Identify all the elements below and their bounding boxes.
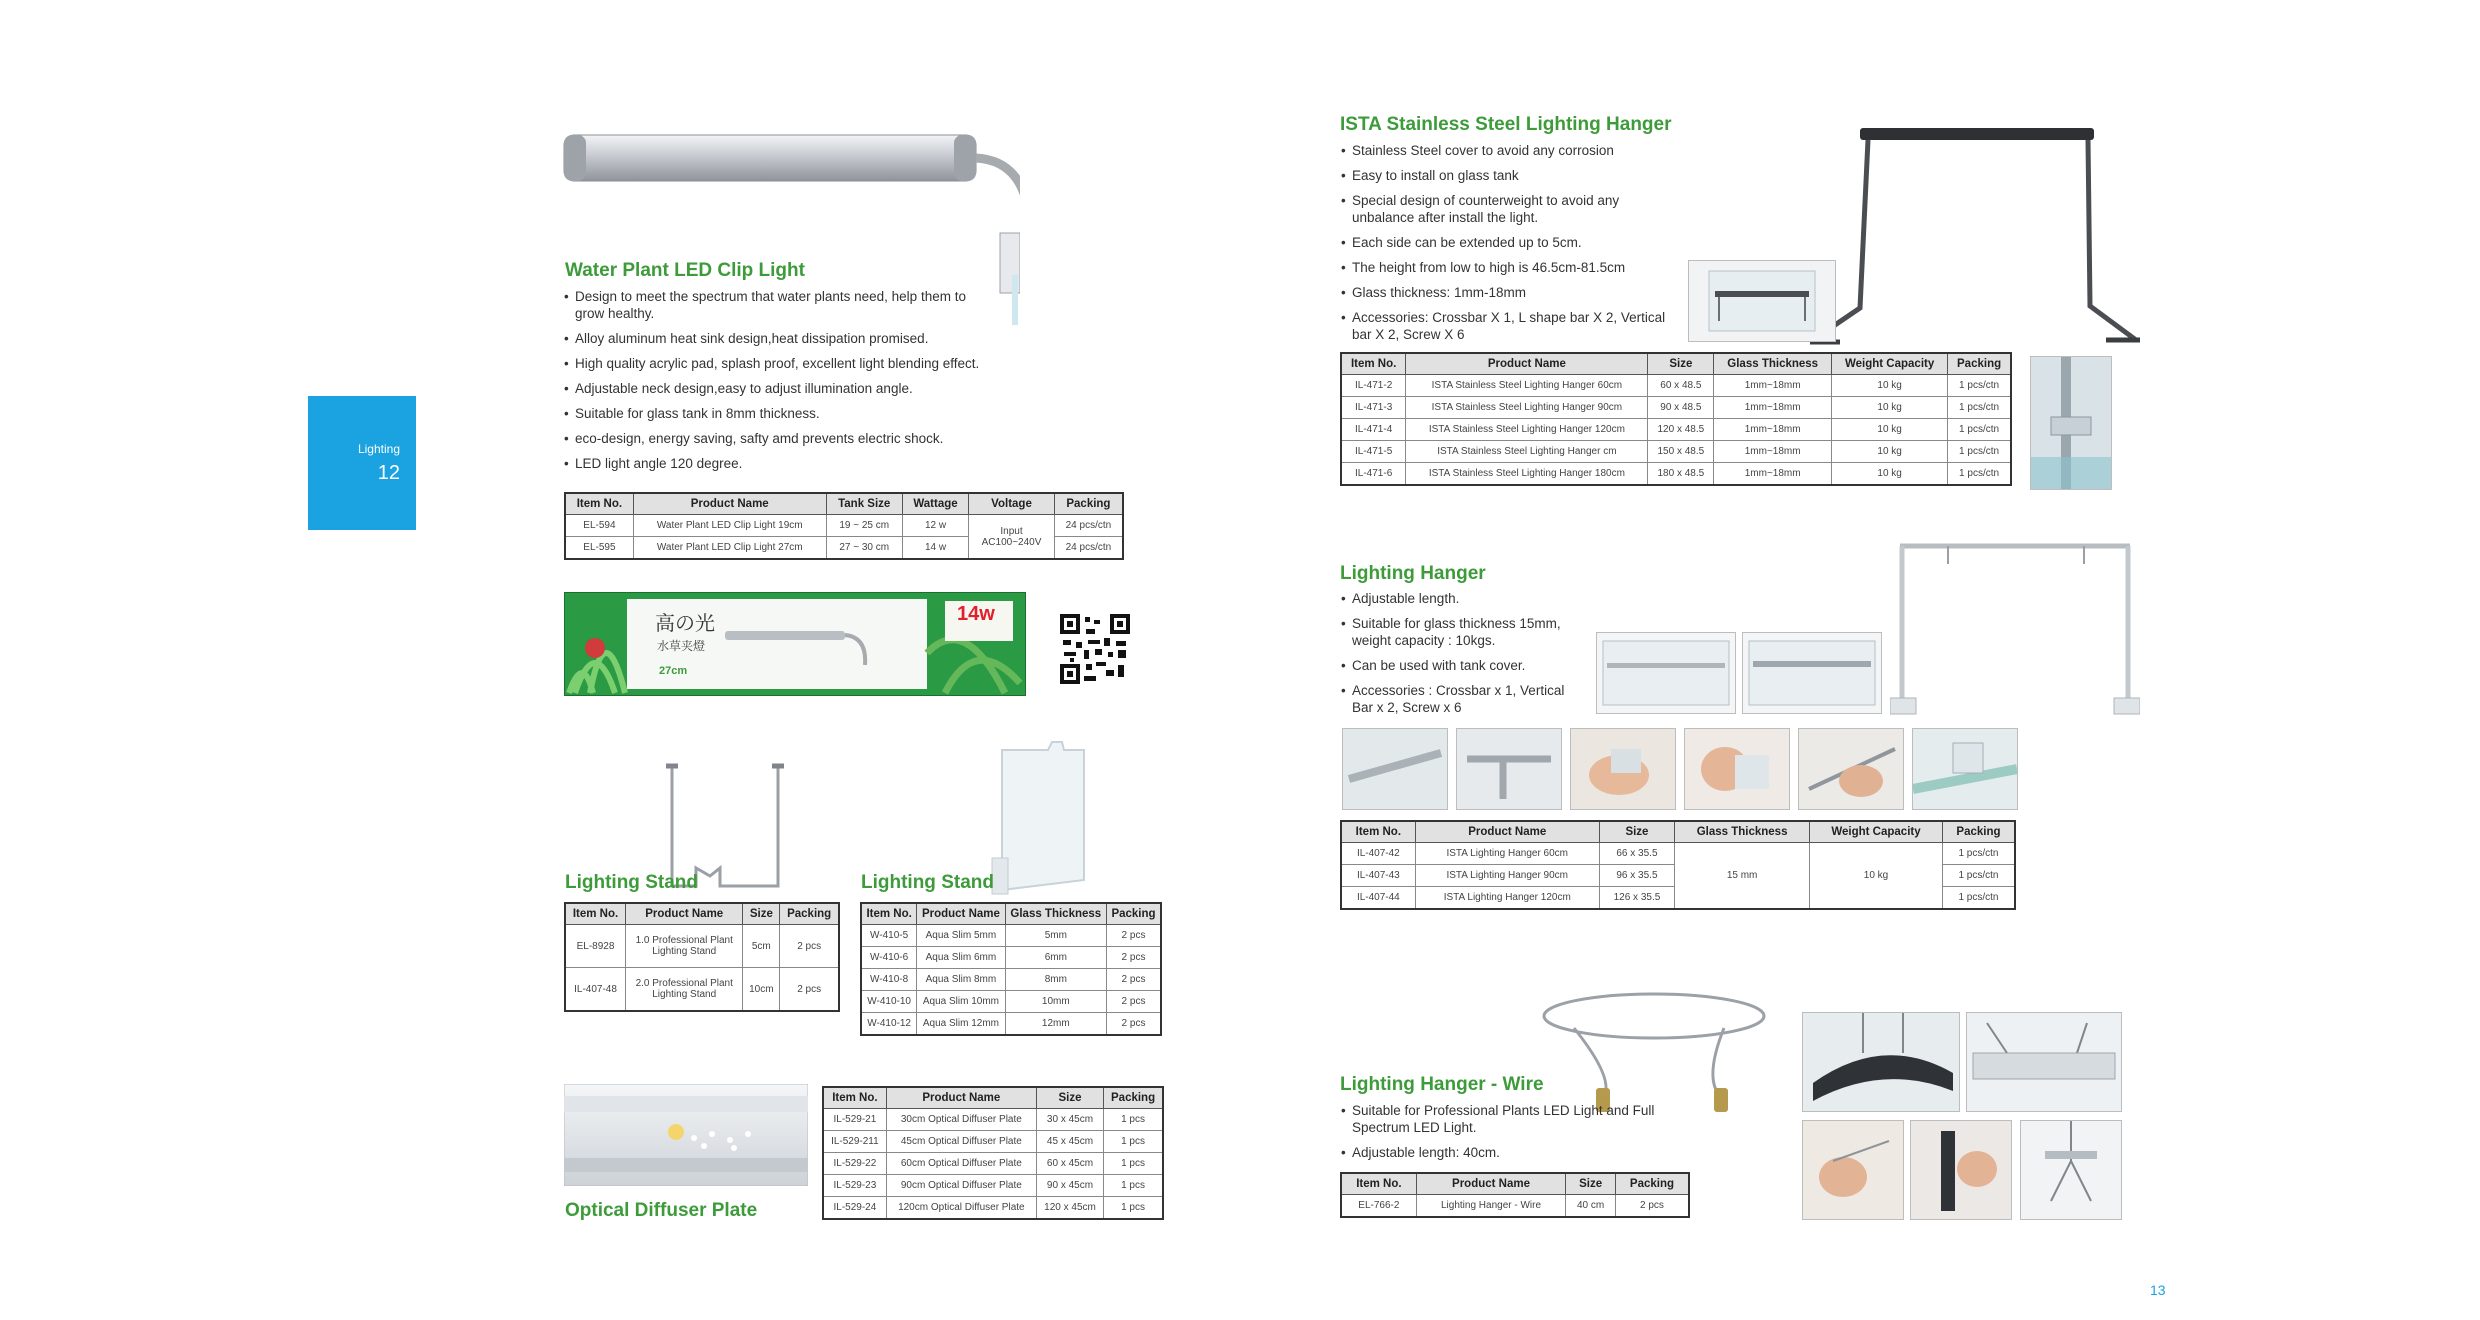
table-cell: ISTA Stainless Steel Lighting Hanger 90cm <box>1406 397 1648 419</box>
table-row <box>565 925 839 968</box>
table-cell: IL-407-48 <box>565 968 626 1012</box>
feature-item: • LED light angle 120 degree. <box>563 455 983 472</box>
feature-item: • Each side can be extended up to 5cm. <box>1340 234 1680 251</box>
wire-photo <box>1802 1012 1960 1112</box>
table-cell: 1 pcs/ctn <box>1948 463 2011 486</box>
table-cell: Aqua Slim 8mm <box>917 969 1005 991</box>
table-cell: 5mm <box>1005 925 1106 947</box>
feature-item: • Can be used with tank cover. <box>1340 657 1580 674</box>
table-cell: 1 pcs/ctn <box>1948 375 2011 397</box>
table-header: Weight Capacity <box>1810 821 1943 843</box>
table-cell: 2 pcs <box>780 968 839 1012</box>
section-tab-page: 12 <box>377 462 400 484</box>
voltage-line: Input <box>1000 525 1023 537</box>
table-cell: W-410-10 <box>861 991 917 1013</box>
table-row <box>565 968 839 1012</box>
table-cell: ISTA Stainless Steel Lighting Hanger 120cm <box>1406 419 1648 441</box>
table-cell: W-410-5 <box>861 925 917 947</box>
table-cell: ISTA Stainless Steel Lighting Hanger cm <box>1406 441 1648 463</box>
box-title: 高の光 <box>655 613 715 635</box>
product-name-line: Lighting Stand <box>652 946 717 957</box>
feature-item: • Adjustable length: 40cm. <box>1340 1144 1700 1161</box>
table-header: Packing <box>780 903 839 925</box>
table-cell: 45 x 45cm <box>1036 1131 1103 1153</box>
feature-item: • Suitable for Professional Plants LED Light and Full Spectrum LED Light. <box>1340 1102 1700 1136</box>
table-cell: 24 pcs/ctn <box>1054 515 1123 537</box>
wire-artwork <box>1911 1121 2011 1219</box>
table-cell: IL-529-211 <box>823 1131 886 1153</box>
feature-item: • Adjustable neck design,easy to adjust illumination angle. <box>563 380 983 397</box>
table-cell: 1 pcs <box>1104 1109 1163 1131</box>
ss-hanger-clamp-image <box>2030 356 2112 490</box>
table-cell: IL-471-2 <box>1341 375 1406 397</box>
table-header: Glass Thickness <box>1675 821 1810 843</box>
lighting-hanger-features <box>1340 590 1580 724</box>
lighting-hanger-table <box>1340 820 2016 910</box>
table-cell: 1 pcs <box>1104 1131 1163 1153</box>
table-cell: 2 pcs <box>1107 969 1162 991</box>
ss-hanger-table <box>1340 352 2012 486</box>
table-cell: 2 pcs <box>1107 947 1162 969</box>
table-header: Packing <box>1615 1173 1689 1195</box>
diffuser-plate-title: Optical Diffuser Plate <box>565 1200 758 1221</box>
table-header: Product Name <box>917 903 1005 925</box>
table-cell: Water Plant LED Clip Light 27cm <box>633 537 826 560</box>
table-cell: IL-471-6 <box>1341 463 1406 486</box>
hanger-wire-features <box>1340 1102 1700 1169</box>
table-cell: 10 kg <box>1832 375 1948 397</box>
table-row <box>823 1131 1163 1153</box>
table-cell: 30cm Optical Diffuser Plate <box>886 1109 1036 1131</box>
table-cell: 66 x 35.5 <box>1599 843 1674 865</box>
diffuser-plate-table <box>822 1086 1164 1220</box>
table-row <box>861 969 1161 991</box>
table-cell: 1 pcs <box>1104 1175 1163 1197</box>
table-cell: W-410-8 <box>861 969 917 991</box>
table-row <box>823 1109 1163 1131</box>
ss-hanger-tank-image <box>1688 260 1836 342</box>
detail-artwork <box>1457 729 1561 809</box>
table-cell: IL-407-43 <box>1341 865 1415 887</box>
feature-item: • The height from low to high is 46.5cm-81.5cm <box>1340 259 1680 276</box>
table-cell: 2 pcs <box>1107 991 1162 1013</box>
clip-light-title: Water Plant LED Clip Light <box>565 260 805 281</box>
tank-artwork <box>1689 261 1835 341</box>
wire-artwork <box>1967 1013 2121 1111</box>
table-row <box>861 925 1161 947</box>
table-header: Product Name <box>886 1087 1036 1109</box>
table-cell: 96 x 35.5 <box>1599 865 1674 887</box>
table-header: Packing <box>1104 1087 1163 1109</box>
table-header: Item No. <box>565 493 633 515</box>
table-cell: EL-595 <box>565 537 633 560</box>
table-row <box>823 1153 1163 1175</box>
table-cell: 1 pcs/ctn <box>1942 843 2015 865</box>
table-row <box>1341 441 2011 463</box>
table-header-row <box>565 903 839 925</box>
ss-hanger-title: ISTA Stainless Steel Lighting Hanger <box>1340 114 1672 135</box>
table-header: Product Name <box>626 903 743 925</box>
table-row <box>861 991 1161 1013</box>
table-cell: ISTA Lighting Hanger 120cm <box>1415 887 1599 910</box>
table-cell: Aqua Slim 6mm <box>917 947 1005 969</box>
table-cell: 10cm <box>743 968 780 1012</box>
table-header: Item No. <box>823 1087 886 1109</box>
product-name-line: 1.0 Professional Plant <box>635 935 733 946</box>
table-header: Packing <box>1942 821 2015 843</box>
table-cell: Aqua Slim 5mm <box>917 925 1005 947</box>
table-row <box>1341 419 2011 441</box>
table-header-row <box>861 903 1161 925</box>
table-cell: EL-8928 <box>565 925 626 968</box>
box-artwork <box>565 593 1025 695</box>
voltage-line: AC100~240V <box>981 536 1042 548</box>
product-name-line: 2.0 Professional Plant <box>635 978 733 989</box>
table-cell: 90 x 48.5 <box>1648 397 1714 419</box>
table-cell <box>626 925 743 968</box>
table-header: Packing <box>1948 353 2011 375</box>
table-cell: 60cm Optical Diffuser Plate <box>886 1153 1036 1175</box>
section-tab <box>308 396 416 530</box>
table-cell: EL-766-2 <box>1341 1195 1416 1218</box>
table-row <box>823 1175 1163 1197</box>
table-cell: 60 x 48.5 <box>1648 375 1714 397</box>
ss-hanger-image <box>1800 118 2150 348</box>
table-header: Item No. <box>565 903 626 925</box>
table-cell: 1 pcs/ctn <box>1942 865 2015 887</box>
detail-artwork <box>1343 729 1447 809</box>
section-tab-label: Lighting <box>357 442 400 456</box>
table-row <box>565 515 1123 537</box>
table-header: Product Name <box>633 493 826 515</box>
box-subtitle: 水草夹燈 <box>657 639 706 653</box>
table-cell: 5cm <box>743 925 780 968</box>
table-cell: Aqua Slim 12mm <box>917 1013 1005 1036</box>
table-row <box>861 1013 1161 1036</box>
wire-artwork <box>2021 1121 2121 1219</box>
table-cell: 2 pcs <box>1107 925 1162 947</box>
table-header: Item No. <box>861 903 917 925</box>
lighting-stand-title: Lighting Stand <box>565 872 698 893</box>
hanger-wire-title: Lighting Hanger - Wire <box>1340 1074 1544 1095</box>
table-cell: 60 x 45cm <box>1036 1153 1103 1175</box>
table-row <box>1341 843 2015 865</box>
wire-photo <box>1802 1120 1904 1220</box>
table-header: Voltage <box>969 493 1055 515</box>
table-cell: 2 pcs <box>1615 1195 1689 1218</box>
table-cell: IL-529-21 <box>823 1109 886 1131</box>
table-cell: 1mm~18mm <box>1714 375 1832 397</box>
table-cell: 1 pcs/ctn <box>1948 441 2011 463</box>
table-header: Packing <box>1054 493 1123 515</box>
table-header: Product Name <box>1406 353 1648 375</box>
table-header: Tank Size <box>826 493 902 515</box>
table-header-row <box>565 493 1123 515</box>
page-number: 13 <box>2150 1282 2166 1298</box>
table-header-row <box>1341 1173 1689 1195</box>
lighting-hanger-title: Lighting Hanger <box>1340 563 1486 584</box>
hanger-detail-photo <box>1342 728 1448 810</box>
table-cell: 120cm Optical Diffuser Plate <box>886 1197 1036 1220</box>
table-cell: IL-471-5 <box>1341 441 1406 463</box>
hanger-detail-photo <box>1456 728 1562 810</box>
table-cell: 120 x 45cm <box>1036 1197 1103 1220</box>
table-cell: Water Plant LED Clip Light 19cm <box>633 515 826 537</box>
hanger-detail-photo <box>1684 728 1790 810</box>
table-cell: 8mm <box>1005 969 1106 991</box>
table-cell: W-410-6 <box>861 947 917 969</box>
table-cell: 1 pcs/ctn <box>1942 887 2015 910</box>
table-cell: 120 x 48.5 <box>1648 419 1714 441</box>
diffuser-plate-image <box>564 1084 808 1186</box>
wire-photo <box>2020 1120 2122 1220</box>
qr-code-icon <box>1060 614 1130 684</box>
tank-artwork <box>1597 633 1735 713</box>
tank-artwork <box>1743 633 1881 713</box>
table-header: Weight Capacity <box>1832 353 1948 375</box>
table-cell: 12 w <box>902 515 968 537</box>
table-cell: 19 ~ 25 cm <box>826 515 902 537</box>
table-cell: IL-529-22 <box>823 1153 886 1175</box>
table-cell: 10 kg <box>1832 441 1948 463</box>
feature-item: • Accessories : Crossbar x 1, Vertical Bar x 2, Screw x 6 <box>1340 682 1580 716</box>
table-cell: 45cm Optical Diffuser Plate <box>886 1131 1036 1153</box>
hanger-detail-photo <box>1798 728 1904 810</box>
feature-item: • Special design of counterweight to avoid any unbalance after install the light. <box>1340 192 1680 226</box>
table-cell: IL-471-4 <box>1341 419 1406 441</box>
table-cell: 30 x 45cm <box>1036 1109 1103 1131</box>
table-row <box>861 947 1161 969</box>
table-cell: 10 kg <box>1810 843 1943 910</box>
table-header: Packing <box>1107 903 1162 925</box>
feature-item: • Stainless Steel cover to avoid any corrosion <box>1340 142 1680 159</box>
table-header: Size <box>743 903 780 925</box>
acrylic-stand-table <box>860 902 1162 1036</box>
lighting-hanger-image <box>1890 542 2140 718</box>
product-box-image <box>564 592 1026 696</box>
feature-item: • eco-design, energy saving, safty amd prevents electric shock. <box>563 430 983 447</box>
acrylic-stand-title: Lighting Stand <box>861 872 994 893</box>
table-cell: 1 pcs <box>1104 1197 1163 1220</box>
feature-item: • Suitable for glass tank in 8mm thickness. <box>563 405 983 422</box>
table-header: Item No. <box>1341 353 1406 375</box>
feature-item: • Design to meet the spectrum that water plants need, help them to grow healthy. <box>563 288 983 322</box>
feature-item: • Accessories: Crossbar X 1, L shape bar X 2, Vertical bar X 2, Screw X 6 <box>1340 309 1680 343</box>
table-header: Product Name <box>1415 821 1599 843</box>
table-cell: ISTA Lighting Hanger 60cm <box>1415 843 1599 865</box>
table-cell: Aqua Slim 10mm <box>917 991 1005 1013</box>
wire-artwork <box>1803 1013 1959 1111</box>
feature-item: • Easy to install on glass tank <box>1340 167 1680 184</box>
table-cell: 150 x 48.5 <box>1648 441 1714 463</box>
table-cell: ISTA Stainless Steel Lighting Hanger 60cm <box>1406 375 1648 397</box>
table-cell: 2 pcs <box>1107 1013 1162 1036</box>
table-header: Size <box>1036 1087 1103 1109</box>
ss-hanger-features <box>1340 142 1680 351</box>
table-cell: IL-529-24 <box>823 1197 886 1220</box>
detail-artwork <box>1571 729 1675 809</box>
feature-item: • Alloy aluminum heat sink design,heat dissipation promised. <box>563 330 983 347</box>
box-watt: 14w <box>957 603 995 625</box>
table-cell: 1 pcs <box>1104 1153 1163 1175</box>
table-cell: 27 ~ 30 cm <box>826 537 902 560</box>
table-header-row <box>1341 353 2011 375</box>
wire-photo <box>1966 1012 2122 1112</box>
wire-photo <box>1910 1120 2012 1220</box>
clip-light-table <box>564 492 1124 560</box>
table-cell: 10 kg <box>1832 397 1948 419</box>
table-cell: 180 x 48.5 <box>1648 463 1714 486</box>
table-cell: EL-594 <box>565 515 633 537</box>
table-cell: 126 x 35.5 <box>1599 887 1674 910</box>
table-cell: ISTA Lighting Hanger 90cm <box>1415 865 1599 887</box>
table-cell: 15 mm <box>1675 843 1810 910</box>
table-header: Size <box>1599 821 1674 843</box>
table-cell: 10mm <box>1005 991 1106 1013</box>
table-row <box>823 1197 1163 1220</box>
table-row <box>1341 397 2011 419</box>
table-cell: 1 pcs/ctn <box>1948 397 2011 419</box>
table-cell: 40 cm <box>1566 1195 1616 1218</box>
table-header-row <box>823 1087 1163 1109</box>
feature-item: • Glass thickness: 1mm-18mm <box>1340 284 1680 301</box>
hanger-detail-photo <box>1912 728 2018 810</box>
table-header: Product Name <box>1416 1173 1566 1195</box>
product-name-line: Lighting Stand <box>652 989 717 1000</box>
table-cell: IL-529-23 <box>823 1175 886 1197</box>
lighting-stand-table <box>564 902 840 1012</box>
table-header: Glass Thickness <box>1005 903 1106 925</box>
hanger-tank-image-1 <box>1596 632 1736 714</box>
table-row <box>1341 1195 1689 1218</box>
table-header: Glass Thickness <box>1714 353 1832 375</box>
hanger-wire-image <box>1534 988 1774 1118</box>
hanger-detail-photo <box>1570 728 1676 810</box>
table-cell: 10 kg <box>1832 463 1948 486</box>
voltage-cell <box>969 515 1055 560</box>
box-size: 27cm <box>659 665 688 677</box>
table-cell: ISTA Stainless Steel Lighting Hanger 180cm <box>1406 463 1648 486</box>
table-row <box>1341 463 2011 486</box>
detail-artwork <box>1685 729 1789 809</box>
table-header: Wattage <box>902 493 968 515</box>
wire-artwork <box>1803 1121 1903 1219</box>
clip-light-features <box>563 288 983 480</box>
table-cell <box>626 968 743 1012</box>
table-cell: W-410-12 <box>861 1013 917 1036</box>
table-cell: 2 pcs <box>780 925 839 968</box>
hanger-wire-table <box>1340 1172 1690 1218</box>
table-cell: 24 pcs/ctn <box>1054 537 1123 560</box>
table-header: Size <box>1648 353 1714 375</box>
detail-artwork <box>1799 729 1903 809</box>
table-cell: Lighting Hanger - Wire <box>1416 1195 1566 1218</box>
table-header-row <box>1341 821 2015 843</box>
table-cell: 1mm~18mm <box>1714 419 1832 441</box>
feature-item: • Adjustable length. <box>1340 590 1580 607</box>
table-header: Size <box>1566 1173 1616 1195</box>
table-cell: 1mm~18mm <box>1714 397 1832 419</box>
table-cell: 1mm~18mm <box>1714 441 1832 463</box>
clamp-artwork <box>2031 357 2111 489</box>
table-cell: 14 w <box>902 537 968 560</box>
table-row <box>1341 375 2011 397</box>
table-cell: 6mm <box>1005 947 1106 969</box>
table-cell: 90cm Optical Diffuser Plate <box>886 1175 1036 1197</box>
table-header: Item No. <box>1341 1173 1416 1195</box>
table-cell: 90 x 45cm <box>1036 1175 1103 1197</box>
table-cell: IL-407-42 <box>1341 843 1415 865</box>
table-cell: 10 kg <box>1832 419 1948 441</box>
table-cell: IL-407-44 <box>1341 887 1415 910</box>
detail-artwork <box>1913 729 2017 809</box>
feature-item: • High quality acrylic pad, splash proof, excellent light blending effect. <box>563 355 983 372</box>
hanger-tank-image-2 <box>1742 632 1882 714</box>
table-cell: 1mm~18mm <box>1714 463 1832 486</box>
table-cell: 1 pcs/ctn <box>1948 419 2011 441</box>
feature-item: • Suitable for glass thickness 15mm, weight capacity : 10kgs. <box>1340 615 1580 649</box>
table-cell: 12mm <box>1005 1013 1106 1036</box>
acrylic-stand-image <box>988 740 1098 900</box>
table-cell: IL-471-3 <box>1341 397 1406 419</box>
table-header: Item No. <box>1341 821 1415 843</box>
